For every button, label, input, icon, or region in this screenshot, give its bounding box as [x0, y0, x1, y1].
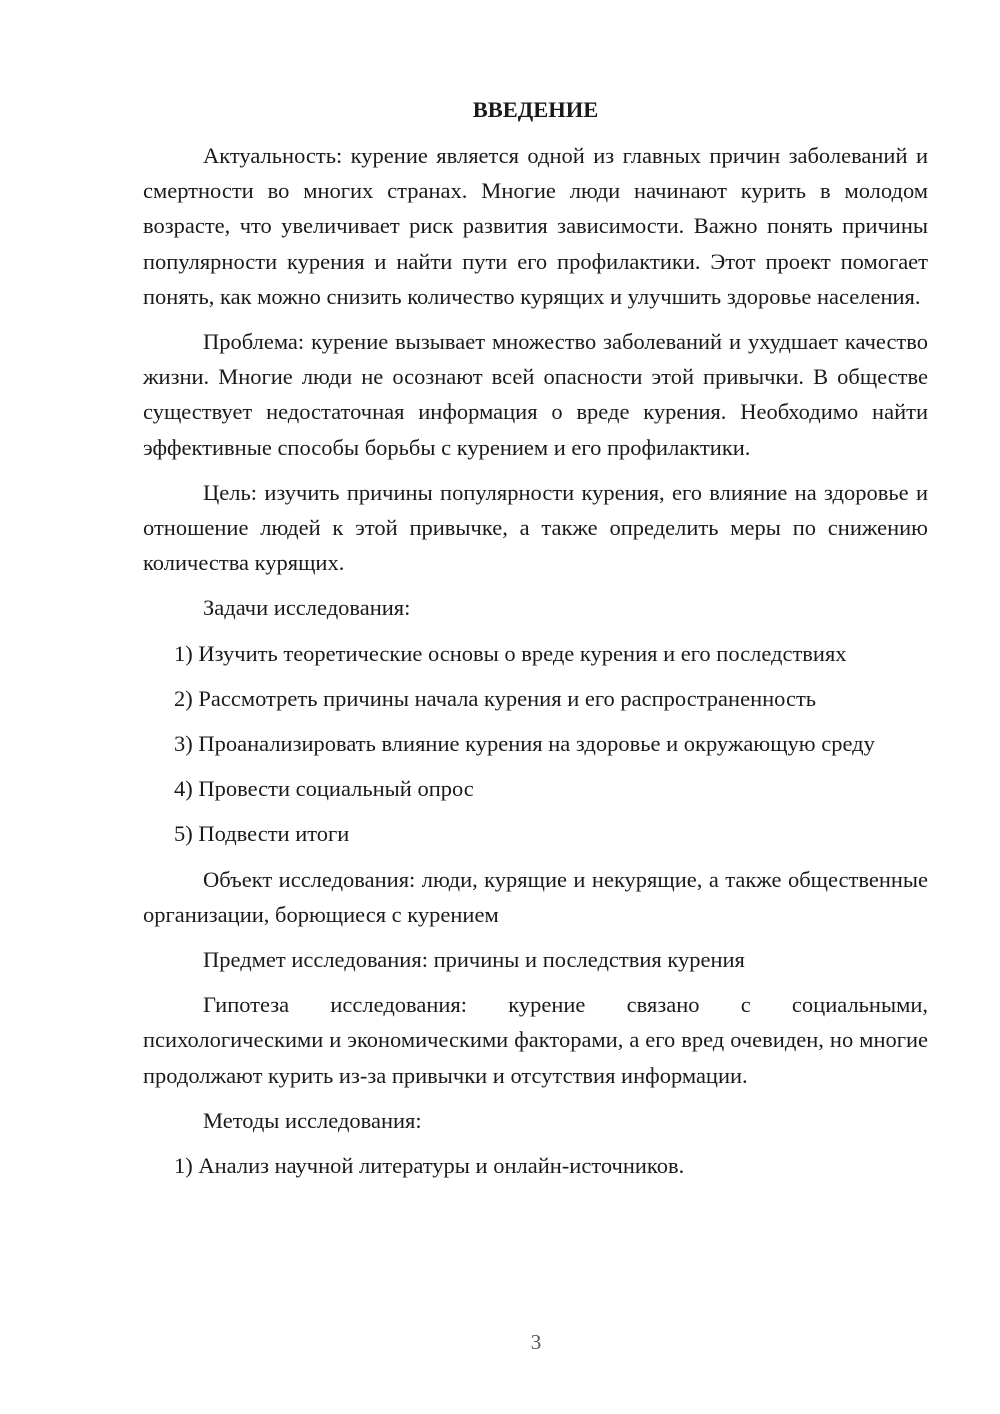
page-number: 3: [530, 1330, 542, 1354]
page-title: ВВЕДЕНИЕ: [472, 97, 599, 122]
paragraph-goal: Цель: изучить причины популярности курения, его влияние на здоровье и отношение людей к этой привычке, а также определить меры по снижению количества курящих.: [143, 479, 928, 576]
task-item-4: 4) Провести социальный опрос: [174, 776, 474, 802]
paragraph-hypothesis: Гипотеза исследования: курение связано с социальными, психологическими и экономическими факторами, а его вред очевиден, но многие продолжают курить из-за привычки и отсутствия информации.: [143, 992, 928, 1088]
paragraph-relevance: Актуальность: курение является одной из главных причин заболеваний и смертности во многих странах. Многие люди начинают курить в молодом возрасте, что увеличивает риск развития зависимости. Важно понять причины популярности курения и найти пути его профилактики. Этот проект помогает понять, как можно снизить количество курящих и улучшить здоровье населения.: [143, 143, 928, 309]
tasks-heading: Задачи исследования:: [203, 595, 411, 621]
method-item-1: 1) Анализ научной литературы и онлайн-источников.: [174, 1153, 685, 1179]
task-item-2: 2) Рассмотреть причины начала курения и его распространенность: [174, 685, 817, 711]
task-item-3: 3) Проанализировать влияние курения на здоровье и окружающую среду: [174, 731, 875, 757]
paragraph-subject: Предмет исследования: причины и последствия курения: [203, 947, 745, 973]
paragraph-problem: Проблема: курение вызывает множество заболеваний и ухудшает качество жизни. Многие люди не осознают всей опасности этой привычки. В обществе существует недостаточная информация о вреде курения. Необходимо найти эффективные способы борьбы с курением и его профилактики.: [143, 329, 928, 460]
page-content: [143, 92, 928, 1193]
paragraph-object: Объект исследования: люди, курящие и некурящие, а также общественные организации, борющиеся с курением: [143, 866, 928, 927]
methods-heading: Методы исследования:: [203, 1107, 422, 1133]
task-item-1: 1) Изучить теоретические основы о вреде курения и его последствиях: [174, 640, 847, 666]
task-item-5: 5) Подвести итоги: [174, 821, 350, 847]
